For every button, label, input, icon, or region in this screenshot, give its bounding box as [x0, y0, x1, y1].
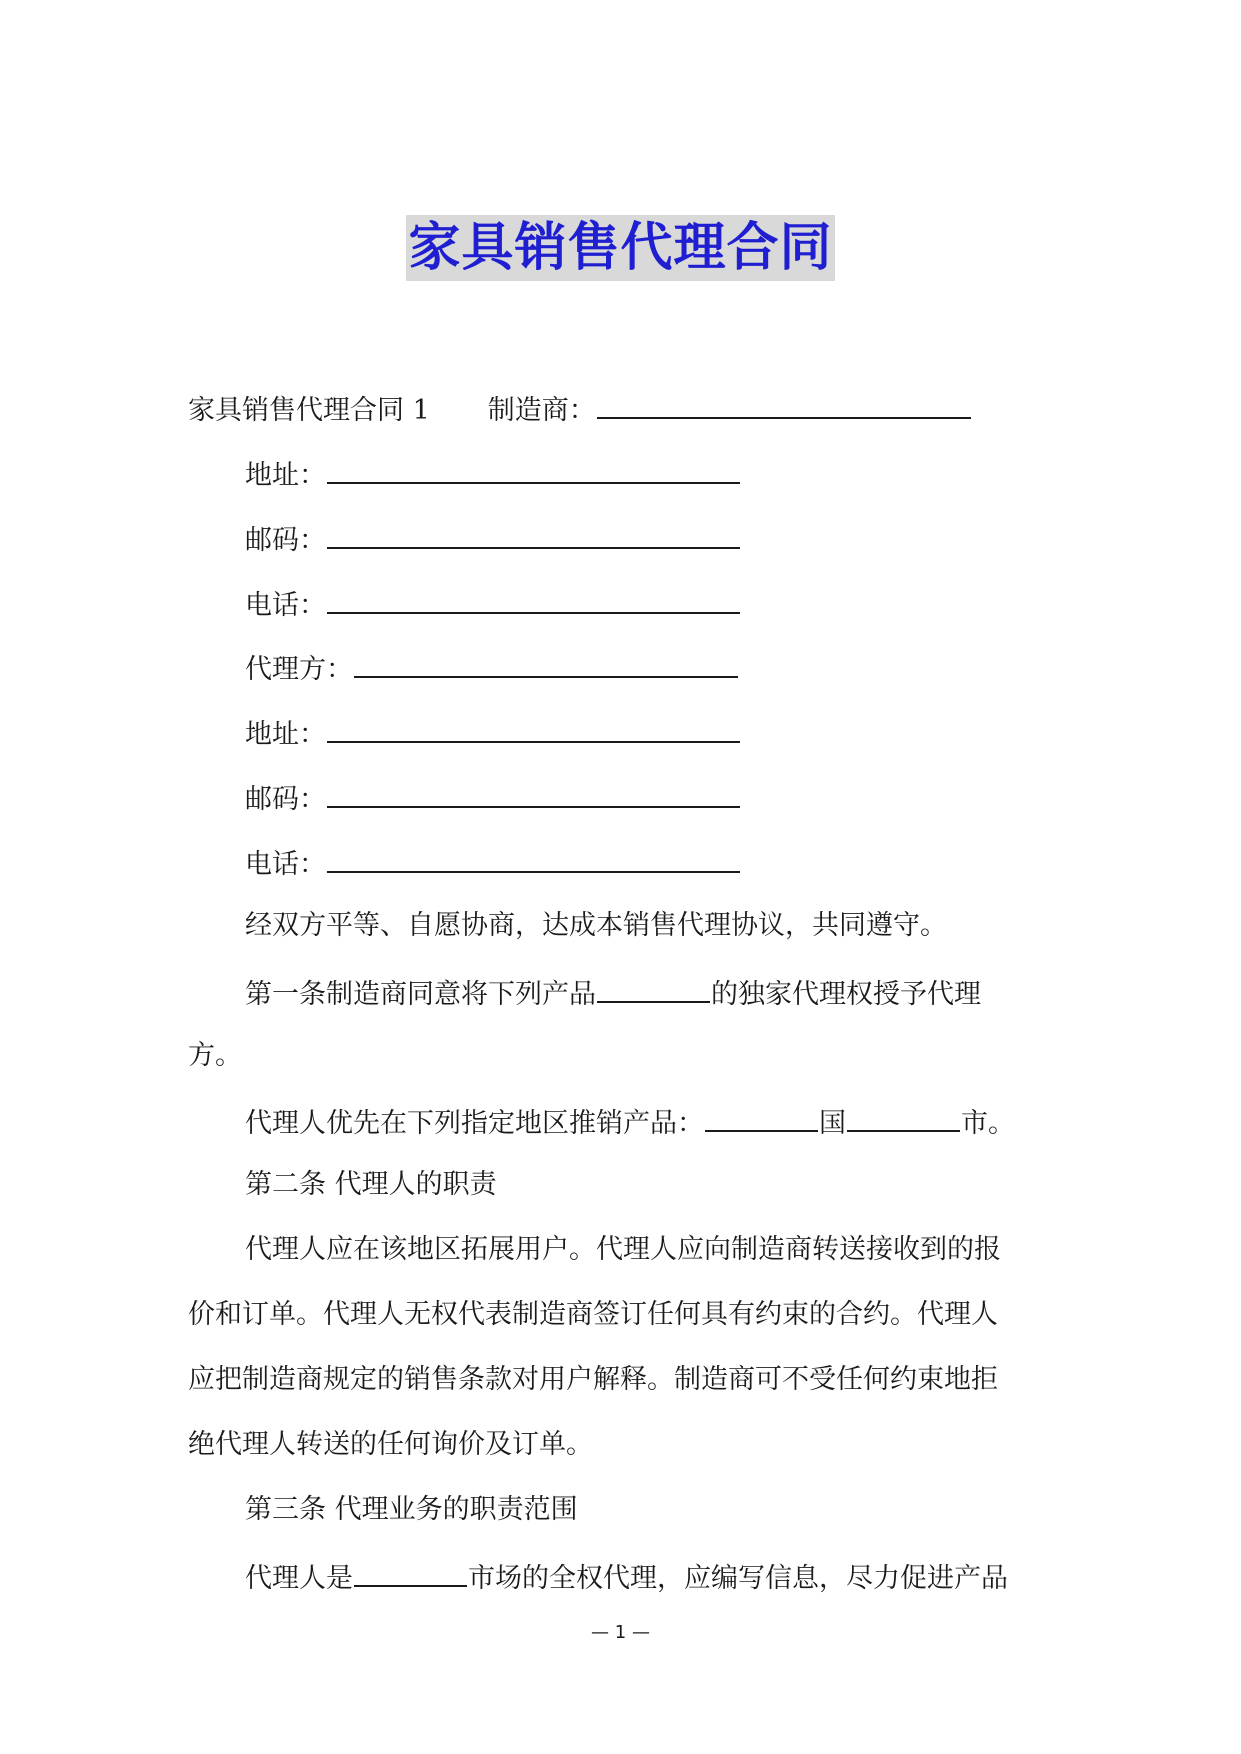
- article1-line1: [245, 971, 981, 1015]
- page-number: — 1 —: [591, 1622, 650, 1643]
- article1-text: 第一条制造商同意将下列产品: [245, 979, 596, 1010]
- product-blank: [597, 971, 710, 1003]
- article1-line2: [188, 1036, 242, 1076]
- article2-line: [188, 1360, 998, 1400]
- article2-line: [188, 1295, 998, 1335]
- phone-blank: [327, 841, 740, 873]
- article2-text: 绝代理人转送的任何询价及订单。: [188, 1429, 593, 1460]
- article3-line: [245, 1555, 1008, 1599]
- field-row: [245, 582, 741, 626]
- phone-label: 电话：: [245, 590, 326, 621]
- article3-text-cont: 市场的全权代理，应编写信息，尽力促进产品: [468, 1563, 1008, 1594]
- city-label: 市。: [961, 1108, 1015, 1139]
- address-blank: [327, 452, 740, 484]
- zip-blank: [327, 517, 740, 549]
- market-blank: [354, 1555, 467, 1587]
- article2-text: 代理人应在该地区拓展用户。代理人应向制造商转送接收到的报: [245, 1234, 1001, 1265]
- heading-line: [188, 387, 972, 431]
- zip-label: 邮码：: [245, 525, 326, 556]
- article2-heading: 第二条 代理人的职责: [245, 1169, 497, 1200]
- manufacturer-label: 制造商：: [487, 395, 596, 426]
- city-blank: [847, 1100, 960, 1132]
- field-row: [245, 517, 741, 561]
- contract-heading: 家具销售代理合同 1: [188, 395, 430, 426]
- field-row: [245, 776, 741, 820]
- article3-heading: 第三条 代理业务的职责范围: [245, 1494, 578, 1525]
- phone-label: 电话：: [245, 849, 326, 880]
- agent-blank: [354, 646, 738, 678]
- title-block: [0, 215, 1241, 281]
- phone-blank: [327, 582, 740, 614]
- article2-text: 应把制造商规定的销售条款对用户解释。制造商可不受任何约束地拒: [188, 1364, 998, 1395]
- document-title: 家具销售代理合同: [406, 215, 834, 281]
- article3-text: 代理人是: [245, 1563, 353, 1594]
- field-row: [245, 452, 741, 496]
- field-row: [245, 841, 741, 885]
- article1-text-cont: 的独家代理权授予代理: [711, 979, 981, 1010]
- manufacturer-blank: [597, 387, 971, 419]
- country-blank: [705, 1100, 818, 1132]
- article2-line: [188, 1425, 593, 1465]
- address-label: 地址：: [245, 719, 326, 750]
- agent-label: 代理方：: [245, 654, 353, 685]
- intro-paragraph: [245, 906, 947, 946]
- region-line: [245, 1100, 1015, 1144]
- article2-text: 价和订单。代理人无权代表制造商签订任何具有约束的合约。代理人: [188, 1299, 998, 1330]
- article2-title: [245, 1165, 497, 1205]
- region-text: 代理人优先在下列指定地区推销产品：: [245, 1108, 704, 1139]
- article3-title: [245, 1490, 578, 1530]
- article1-text-end: 方。: [188, 1040, 242, 1071]
- field-row: [245, 711, 741, 755]
- zip-blank: [327, 776, 740, 808]
- country-label: 国: [819, 1108, 846, 1139]
- address-label: 地址：: [245, 460, 326, 491]
- address-blank: [327, 711, 740, 743]
- intro-text: 经双方平等、自愿协商，达成本销售代理协议，共同遵守。: [245, 910, 947, 941]
- field-row: [245, 646, 739, 690]
- article2-line: [245, 1230, 1001, 1270]
- zip-label: 邮码：: [245, 784, 326, 815]
